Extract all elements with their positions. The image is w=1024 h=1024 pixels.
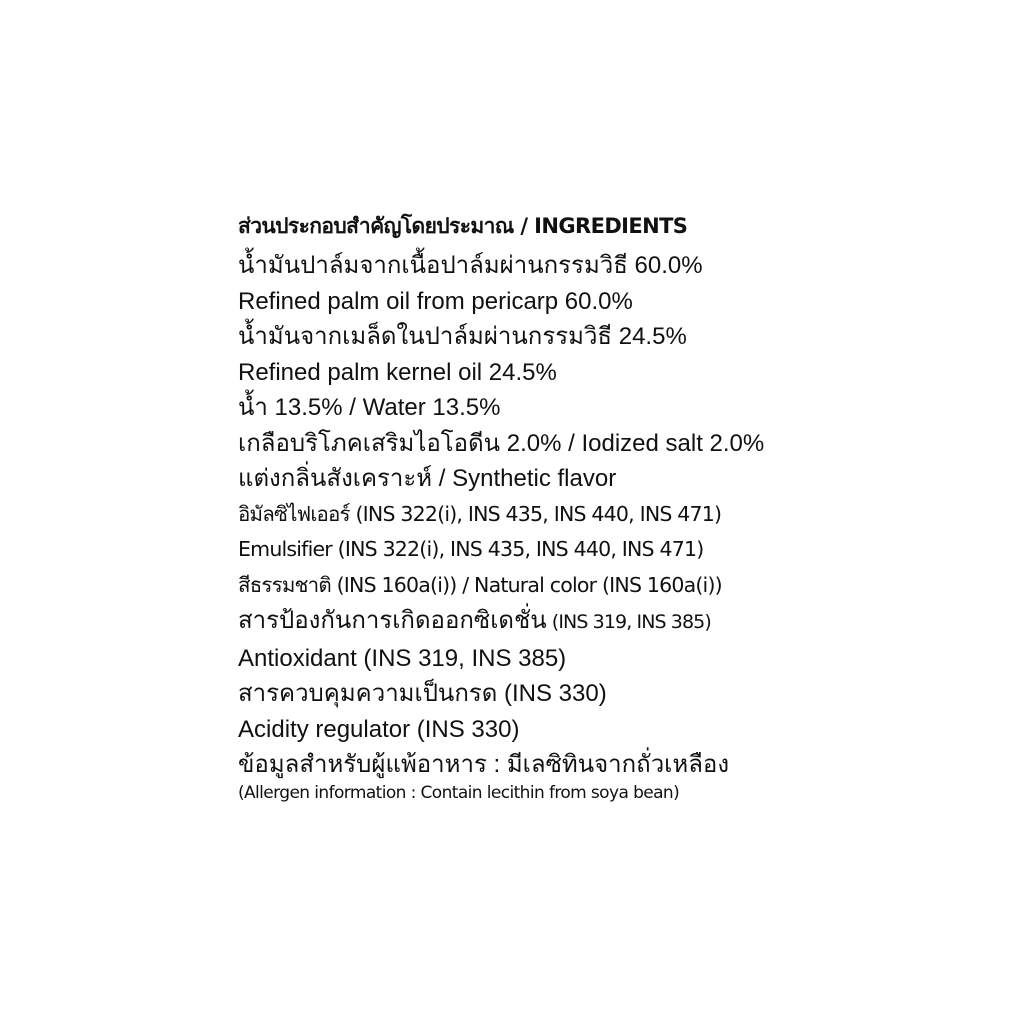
ingredient-line-acidity-en: Acidity regulator (INS 330) bbox=[238, 715, 520, 743]
ingredients-label bbox=[238, 206, 798, 805]
ingredient-line-antioxidant-en: Antioxidant (INS 319, INS 385) bbox=[238, 644, 567, 672]
ingredient-line-water: น้ำ 13.5% / Water 13.5% bbox=[238, 394, 501, 421]
allergen-line-en: (Allergen information : Contain lecithin from soya bean) bbox=[238, 782, 680, 803]
allergen-line-th: ข้อมูลสำหรับผู้แพ้อาหาร : มีเลซิทินจากถั่วเหลือง bbox=[238, 751, 730, 778]
ingredient-line-kernel-oil-th: น้ำมันจากเมล็ดในปาล์มผ่านกรรมวิธี 24.5% bbox=[238, 323, 687, 350]
ingredient-line-kernel-oil-en: Refined palm kernel oil 24.5% bbox=[238, 358, 557, 386]
ingredient-line-flavor: แต่งกลิ่นสังเคราะห์ / Synthetic flavor bbox=[238, 465, 617, 492]
ingredients-heading: ส่วนประกอบสำคัญโดยประมาณ / INGREDIENTS bbox=[238, 214, 688, 238]
ingredient-line-antioxidant-th bbox=[238, 603, 798, 641]
ingredient-line-palm-oil-th: น้ำมันปาล์มจากเนื้อปาล์มผ่านกรรมวิธี 60.0% bbox=[238, 252, 703, 279]
ingredient-line-emulsifier-en: Emulsifier (INS 322(i), INS 435, INS 440, INS 471) bbox=[238, 537, 704, 561]
ingredient-line-palm-oil-en: Refined palm oil from pericarp 60.0% bbox=[238, 287, 633, 315]
ingredient-line-acidity-th: สารควบคุมความเป็นกรด (INS 330) bbox=[238, 680, 607, 707]
antioxidant-th-word: สารป้องกันการเกิดออกซิเดชั่น bbox=[238, 607, 547, 634]
ingredient-line-emulsifier-th: อิมัลซิไฟเออร์ (INS 322(i), INS 435, INS 440, INS 471) bbox=[238, 501, 722, 526]
ingredient-line-color: สีธรรมชาติ (INS 160a(i)) / Natural color (INS 160a(i)) bbox=[238, 572, 722, 597]
ingredient-line-salt: เกลือบริโภคเสริมไอโอดีน 2.0% / Iodized salt 2.0% bbox=[238, 429, 765, 457]
antioxidant-th-codes: (INS 319, INS 385) bbox=[546, 611, 711, 633]
